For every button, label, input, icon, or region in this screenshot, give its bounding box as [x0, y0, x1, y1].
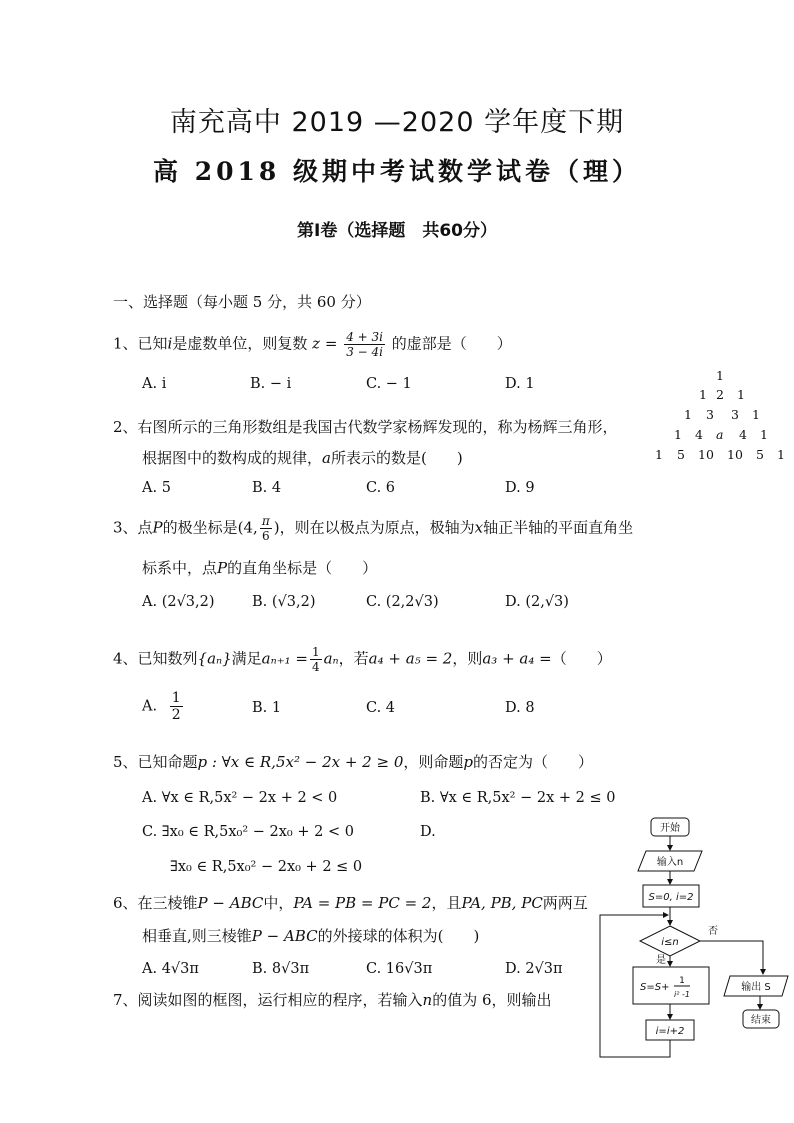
q5-option-d-label: D. [420, 824, 436, 840]
tri-cell: 10 [698, 447, 714, 462]
q1-option-a: A. i [142, 376, 167, 392]
exam-title: 高 2018 级期中考试数学试卷（理） [153, 157, 641, 186]
flow-yes-label: 是 [656, 955, 666, 966]
q6-option-a: A. 4√3π [142, 961, 199, 977]
school-title: 南充高中 2019 —2020 学年度下期 [169, 107, 625, 138]
q1-option-c: C. − 1 [366, 376, 412, 392]
q5-option-d: ∃x₀ ∈ R,5x₀² − 2x₀ + 2 ≤ 0 [170, 859, 363, 875]
tri-cell: 1 [699, 387, 707, 402]
q4-fraction: $\frac{1}{4}$ [311, 645, 320, 674]
flow-output-label: 输出 S [741, 982, 771, 993]
q5-option-c: C. ∃x₀ ∈ R,5x₀² − 2x₀ + 2 < 0 [142, 824, 354, 840]
flow-end-label: 结束 [751, 1015, 771, 1026]
q3-option-a: A. (2√3,2) [142, 594, 215, 610]
tri-cell: 1 [752, 407, 760, 422]
q3-option-d: D. (2,√3) [505, 594, 569, 610]
q5-option-a: A. ∀x ∈ R,5x² − 2x + 2 < 0 [142, 790, 338, 806]
q6-option-b: B. 8√3π [252, 961, 310, 977]
q2-option-d: D. 9 [505, 480, 535, 496]
q1-option-b: B. − i [250, 376, 292, 392]
tri-cell: 1 [777, 447, 785, 462]
q3-option-b: B. (√3,2) [252, 594, 316, 610]
q4-option-c: C. 4 [366, 700, 396, 716]
q7-stem: 7、阅读如图的框图，运行相应的程序，若输入n的值为 6，则输出 [113, 991, 552, 1009]
q6-option-d: D. 2√3π [505, 961, 563, 977]
q3-fraction: $\frac{\pi}{6}$ [261, 514, 270, 543]
tri-cell: 2 [716, 387, 724, 402]
q1-option-d: D. 1 [505, 376, 535, 392]
tri-cell: 1 [655, 447, 663, 462]
q3-stem-line2: 标系中，点P的直角坐标是（ ） [142, 559, 378, 577]
q2-option-b: B. 4 [252, 480, 282, 496]
flow-update-label: S=S+ [640, 982, 670, 993]
q4-option-b: B. 1 [252, 700, 282, 716]
tri-cell: 1 [760, 427, 768, 442]
q4-option-a: A. $\frac{1}{2}$ [142, 690, 181, 723]
flow-init-label: S=0, i=2 [648, 892, 694, 903]
flow-condition-label: i≤n [661, 937, 679, 948]
tri-cell: 4 [739, 427, 747, 442]
flow-update-den: i² -1 [674, 990, 690, 999]
program-flowchart [590, 810, 790, 1065]
flow-input-label: 输入n [656, 857, 684, 868]
tri-cell: a [716, 427, 724, 442]
section-heading: 一、选择题（每小题 5 分，共 60 分） [113, 293, 371, 311]
flow-no-label: 否 [708, 926, 718, 937]
q5-option-b: B. ∀x ∈ R,5x² − 2x + 2 ≤ 0 [420, 790, 616, 806]
q3-stem-line1: 3、点P的极坐标是(4, $\frac{\pi}{6}$ )，则在以极点为原点，极轴为x轴正半轴的平面直角坐 [113, 514, 634, 543]
q1-stem: 1、已知i是虚数单位，则复数 z = $\frac{4 + 3i}{3 - 4i}$ 的虚部是（ ） [113, 330, 512, 359]
tri-cell: 1 [737, 387, 745, 402]
q1-fraction: $\frac{4 + 3i}{3 - 4i}$ [346, 330, 383, 359]
q6-stem-line2: 相垂直,则三棱锥P − ABC的外接球的体积为( ) [142, 927, 480, 945]
q6-option-c: C. 16√3π [366, 961, 433, 977]
tri-cell: 4 [695, 427, 703, 442]
q6-stem-line1: 6、在三棱锥P − ABC中，PA = PB = PC = 2，且PA, PB, PC两两互 [113, 894, 588, 912]
flow-start-label: 开始 [660, 823, 680, 834]
tri-cell: 10 [727, 447, 743, 462]
tri-cell: 1 [716, 368, 724, 383]
q2-stem-line2: 根据图中的数构成的规律，a所表示的数是( ) [142, 449, 463, 467]
tri-cell: 3 [731, 407, 739, 422]
tri-cell: 5 [677, 447, 685, 462]
flow-increment-label: i=i+2 [655, 1026, 685, 1037]
tri-cell: 1 [684, 407, 692, 422]
volume-title: 第Ⅰ卷（选择题 共60分） [297, 221, 497, 241]
q2-option-c: C. 6 [366, 480, 396, 496]
q2-stem-line1: 2、右图所示的三角形数组是我国古代数学家杨辉发现的，称为杨辉三角形， [113, 418, 618, 436]
tri-cell: 5 [756, 447, 764, 462]
q4-option-d: D. 8 [505, 700, 535, 716]
flow-update-num: 1 [679, 976, 685, 986]
q3-option-c: C. (2,2√3) [366, 594, 439, 610]
tri-cell: 3 [706, 407, 714, 422]
q4-stem: 4、已知数列{aₙ}满足aₙ₊₁ = $\frac{1}{4}$ aₙ，若a₄ + a₅ = 2，则a₃ + a₄ =（ ） [113, 645, 612, 674]
tri-cell: 1 [674, 427, 682, 442]
q4-option-a-fraction: $\frac{1}{2}$ [171, 690, 181, 723]
q5-stem: 5、已知命题p : ∀x ∈ R,5x² − 2x + 2 ≥ 0，则命题p的否定为（ ） [113, 753, 594, 771]
q2-option-a: A. 5 [142, 480, 171, 496]
